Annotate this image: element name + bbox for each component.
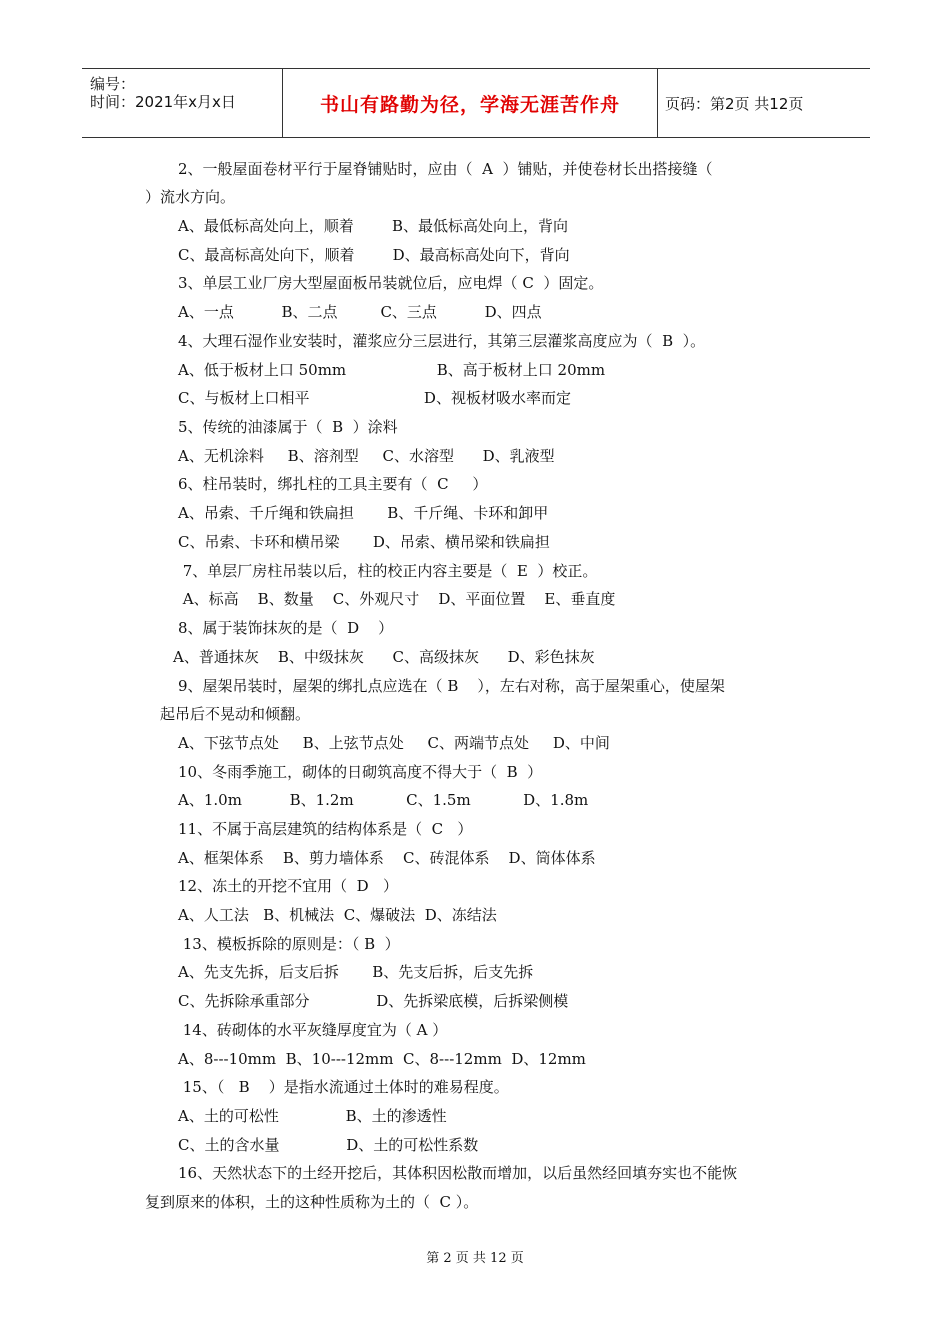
option-line: A、框架体系 B、剪力墙体系 C、砖混体系 D、筒体体系 [178,849,596,867]
option-line: A、标高 B、数量 C、外观尺寸 D、平面位置 E、垂直度 [178,590,616,608]
question-2-line-2: ）流水方向。 [145,188,236,206]
header-page-cell [657,69,870,137]
option-line: A、下弦节点处 B、上弦节点处 C、两端节点处 D、中间 [178,734,610,752]
question-line: 4、大理石湿作业安装时，灌浆应分三层进行，其第三层灌浆高度应为（ B ）。 [178,332,706,350]
question-line-continuation: 复到原来的体积，土的这种性质称为土的（ C ）。 [145,1193,479,1211]
question-line: 14、砖砌体的水平灰缝厚度宜为（ A ） [178,1021,448,1039]
option-line: C、先拆除承重部分 D、先拆梁底模，后拆梁侧模 [178,992,569,1010]
question-line: 11、不属于高层建筑的结构体系是（ C ） [178,820,473,838]
page-info: 页码：第2页 共12页 [665,94,804,113]
question-line: 12、冻土的开挖不宜用（ D ） [178,877,398,895]
option-line: C、土的含水量 D、土的可松性系数 [178,1136,479,1154]
question-line: 3、单层工业厂房大型屋面板吊装就位后，应电焊（ C ）固定。 [178,274,604,292]
question-line: 16、天然状态下的土经开挖后，其体积因松散而增加，以后虽然经回填夯实也不能恢 [178,1164,738,1182]
question-line: 13、模板拆除的原则是：（ B ） [178,935,400,953]
option-line: A、吊索、千斤绳和铁扁担 B、千斤绳、卡环和卸甲 [178,504,549,522]
option-line: A、土的可松性 B、土的渗透性 [178,1107,447,1125]
option-line: A、人工法 B、机械法 C、爆破法 D、冻结法 [178,906,497,924]
option-line: C、吊索、卡环和横吊梁 D、吊索、横吊梁和铁扁担 [178,533,550,551]
question-line: 10、冬雨季施工，砌体的日砌筑高度不得大于（ B ） [178,763,543,781]
option-line: A、先支先拆，后支后拆 B、先支后拆，后支先拆 [178,963,534,981]
question-line: 9、屋架吊装时，屋架的绑扎点应选在（ B ），左右对称，高于屋架重心，使屋架 [178,677,725,695]
option-line: A、1.0m B、1.2m C、1.5m D、1.8m [178,791,589,809]
question-line: 6、柱吊装时，绑扎柱的工具主要有（ C ） [178,475,488,493]
header-motto-cell [282,69,658,137]
page-footer: 第 2 页 共 12 页 [426,1251,524,1266]
option-line: A、无机涂料 B、溶剂型 C、水溶型 D、乳液型 [178,447,555,465]
option-line: A、普通抹灰 B、中级抹灰 C、高级抹灰 D、彩色抹灰 [173,648,595,666]
header-table [82,68,870,138]
option-line: A、低于板材上口 50mm B、高于板材上口 20mm [178,361,606,379]
option-line: C、与板材上口相平 D、视板材吸水率而定 [178,389,571,407]
question-line: 5、传统的油漆属于（ B ）涂料 [178,418,398,436]
question-line: 7、单层厂房柱吊装以后，柱的校正内容主要是（ E ）校正。 [178,562,598,580]
question-2-line-1: 2、一般屋面卷材平行于屋脊铺贴时，应由（ A ）铺贴，并使卷材长出搭接缝（ [178,160,713,178]
header-info-cell [82,69,282,137]
number-label: 编号： [90,75,136,93]
question-line-continuation: 起吊后不晃动和倾翻。 [160,705,311,723]
time-label: 时间：2021年x月x日 [90,93,236,111]
question-line: 15、（ B ）是指水流通过土体时的难易程度。 [178,1078,509,1096]
question-line: 8、属于装饰抹灰的是（ D ） [178,619,394,637]
motto-text: 书山有路勤为径，学海无涯苦作舟 [319,93,620,116]
option-line: A、一点 B、二点 C、三点 D、四点 [178,303,542,321]
option-line: A、最低标高处向上，顺着 B、最低标高处向上，背向 [178,217,569,235]
option-line: C、最高标高处向下，顺着 D、最高标高处向下，背向 [178,246,570,264]
option-line: A、8---10mm B、10---12mm C、8---12mm D、12mm [178,1050,586,1068]
